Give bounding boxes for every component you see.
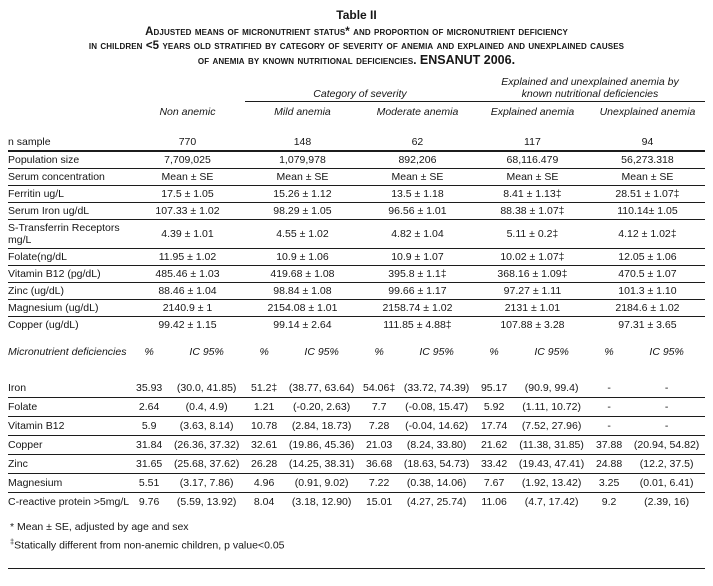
spacer-cell	[8, 102, 130, 122]
ci-header: IC 95%	[419, 346, 454, 358]
row-label: Magnesium (ug/dL)	[8, 300, 130, 317]
value-cell: 110.14± 1.05	[590, 203, 705, 220]
table-row	[8, 300, 705, 317]
value-cell: Mean ± SE	[360, 169, 475, 186]
ci-value: (3.17, 7.86)	[168, 474, 245, 493]
pct-value: 11.06	[481, 496, 507, 508]
table-row	[8, 436, 705, 455]
value-cell: 101.3 ± 1.10	[590, 283, 705, 300]
value-cell: 368.16 ± 1.09‡	[475, 266, 590, 283]
value-cell: 419.68 ± 1.08	[245, 266, 360, 283]
ci-value: (2.84, 18.73)	[283, 417, 360, 436]
ci-value: (0.01, 6.41)	[628, 474, 705, 493]
ci-value: (18.63, 54.73)	[398, 455, 475, 474]
ci-value: (38.77, 63.64)	[283, 379, 360, 398]
column-header-mild-anemia: Mild anemia	[274, 106, 331, 118]
ci-value: (3.63, 8.14)	[168, 417, 245, 436]
table-title-line1: Adjusted means of micronutrient status* and proportion of micronutrient deficiency	[145, 26, 568, 38]
ci-value: (20.94, 54.82)	[628, 436, 705, 455]
value-cell: 99.66 ± 1.17	[360, 283, 475, 300]
ci-value: (-0.04, 14.62)	[398, 417, 475, 436]
row-label: n sample	[8, 134, 130, 151]
value-cell: Mean ± SE	[475, 169, 590, 186]
pct-value: 8.04	[253, 496, 275, 508]
pct-value: 7.67	[475, 474, 513, 493]
value-cell: 485.46 ± 1.03	[130, 266, 245, 283]
pct-value: 26.28	[245, 455, 283, 474]
row-label: Population size	[8, 151, 130, 169]
pct-value: 3.25	[590, 474, 628, 493]
table-row	[8, 398, 705, 417]
dagger-marker: ‡	[10, 536, 15, 546]
value-cell: 4.39 ± 1.01	[130, 220, 245, 249]
value-cell: 98.29 ± 1.05	[245, 203, 360, 220]
row-label: Serum Iron ug/dL	[8, 203, 130, 220]
ci-value: (4.7, 17.42)	[524, 496, 579, 508]
pct-value: 1.21	[245, 398, 283, 417]
value-cell: 97.27 ± 1.11	[475, 283, 590, 300]
table-row	[8, 379, 705, 398]
ci-value: (11.38, 31.85)	[513, 436, 590, 455]
value-cell: 148	[245, 134, 360, 151]
pct-value: 7.22	[360, 474, 398, 493]
table-title-line2: in children <5 years old stratified by category of severity of anemia and explained and unexplained causes	[88, 40, 625, 52]
value-cell: 88.38 ± 1.07‡	[475, 203, 590, 220]
table-row	[8, 474, 705, 493]
spacer-row	[8, 360, 705, 379]
ci-value: (33.72, 74.39)	[398, 379, 475, 398]
explained-group-header-text: Explained and unexplained anemia by known nutritional deficiencies	[501, 76, 679, 100]
group-header-row	[8, 77, 705, 102]
pct-value: 24.88	[590, 455, 628, 474]
pct-value: 21.03	[360, 436, 398, 455]
row-label: Zinc (ug/dL)	[8, 283, 130, 300]
table-row	[8, 317, 705, 334]
pct-value: 35.93	[130, 379, 168, 398]
ci-value: (0.4, 4.9)	[168, 398, 245, 417]
pct-value: 4.96	[245, 474, 283, 493]
ci-header: IC 95%	[534, 346, 569, 358]
column-header-non-anemic: Non anemic	[159, 106, 216, 118]
row-label: C-reactive protein >5mg/L	[8, 496, 130, 508]
ci-value: (2.39, 16)	[644, 496, 690, 508]
value-cell: Mean ± SE	[130, 169, 245, 186]
row-label: Magnesium	[8, 474, 130, 493]
value-cell: 10.02 ± 1.07‡	[475, 249, 590, 266]
value-cell: 770	[130, 134, 245, 151]
value-cell: 2184.6 ± 1.02	[590, 300, 705, 317]
row-label: Copper (ug/dL)	[8, 319, 79, 331]
row-label: Zinc	[8, 455, 130, 474]
table-row	[8, 220, 705, 249]
deficiency-header-row	[8, 344, 705, 360]
value-cell: 12.05 ± 1.06	[590, 249, 705, 266]
value-cell: 68,116.479	[475, 151, 590, 169]
value-cell: Mean ± SE	[245, 169, 360, 186]
value-cell: 7,709,025	[130, 151, 245, 169]
value-cell: 892,206	[360, 151, 475, 169]
value-cell: 17.5 ± 1.05	[130, 186, 245, 203]
value-cell: 117	[475, 134, 590, 151]
pct-value: 95.17	[475, 379, 513, 398]
ci-value: (30.0, 41.85)	[168, 379, 245, 398]
row-label: Folate	[8, 398, 130, 417]
value-cell: 97.31 ± 3.65	[618, 319, 677, 331]
value-cell: 8.41 ± 1.13‡	[475, 186, 590, 203]
value-cell: 15.26 ± 1.12	[245, 186, 360, 203]
value-cell: 10.9 ± 1.06	[245, 249, 360, 266]
ci-value: (5.59, 13.92)	[176, 496, 237, 508]
deficiency-section-label: Micronutrient deficiencies	[8, 346, 127, 358]
pct-value: 2.64	[130, 398, 168, 417]
pct-value: 36.68	[360, 455, 398, 474]
pct-value: 54.06‡	[360, 379, 398, 398]
explained-group-header	[475, 77, 705, 102]
row-label: Iron	[8, 379, 130, 398]
table-row	[8, 186, 705, 203]
pct-value: 5.9	[130, 417, 168, 436]
pct-value: 9.2	[601, 496, 617, 508]
row-label: Vitamin B12 (pg/dL)	[8, 266, 130, 283]
table-title	[8, 25, 705, 68]
ci-value: (0.91, 9.02)	[283, 474, 360, 493]
value-cell: 10.9 ± 1.07	[360, 249, 475, 266]
spacer-row	[8, 121, 705, 134]
value-cell: 62	[360, 134, 475, 151]
spacer-cell	[8, 360, 705, 379]
pct-value: 31.84	[130, 436, 168, 455]
survey-name: ENSANUT 2006.	[419, 53, 516, 67]
row-label: Folate(ng/dL	[8, 249, 130, 266]
value-cell: 2154.08 ± 1.01	[245, 300, 360, 317]
value-cell: 5.11 ± 0.2‡	[475, 220, 590, 249]
value-cell: 470.5 ± 1.07	[590, 266, 705, 283]
ci-value: -	[628, 417, 705, 436]
pct-value: 51.2‡	[245, 379, 283, 398]
footnote-significance-text: Statically different from non-anemic children, p value<0.05	[14, 539, 285, 551]
ci-value: (19.86, 45.36)	[283, 436, 360, 455]
spacer-cell	[8, 77, 130, 102]
ci-value: (-0.08, 15.47)	[398, 398, 475, 417]
row-label: S-Transferrin Receptors mg/L	[8, 220, 130, 249]
spacer-cell	[8, 121, 705, 134]
ci-value: (-0.20, 2.63)	[283, 398, 360, 417]
table-number: Table II	[336, 8, 377, 22]
row-label: Copper	[8, 436, 130, 455]
ci-value: -	[628, 379, 705, 398]
table-row	[8, 266, 705, 283]
ci-value: (8.24, 33.80)	[398, 436, 475, 455]
table-row	[8, 169, 705, 186]
pct-value: 10.78	[245, 417, 283, 436]
value-cell: 4.12 ± 1.02‡	[590, 220, 705, 249]
table-row	[8, 203, 705, 220]
value-cell: 99.14 ± 2.64	[273, 319, 332, 331]
value-cell: 107.33 ± 1.02	[130, 203, 245, 220]
pct-value: 7.28	[360, 417, 398, 436]
ci-value: (12.2, 37.5)	[628, 455, 705, 474]
percent-header: %	[144, 346, 154, 358]
value-cell: 96.56 ± 1.01	[360, 203, 475, 220]
row-label: Vitamin B12	[8, 417, 130, 436]
percent-header: %	[259, 346, 269, 358]
spacer-cell	[130, 77, 245, 102]
value-cell: 4.82 ± 1.04	[360, 220, 475, 249]
table-title-line3: of anemia by known nutritional deficiencies.	[197, 55, 420, 67]
ci-value: (26.36, 37.32)	[168, 436, 245, 455]
value-cell: 13.5 ± 1.18	[360, 186, 475, 203]
ci-value: (0.38, 14.06)	[398, 474, 475, 493]
value-cell: 28.51 ± 1.07‡	[590, 186, 705, 203]
value-cell: 107.88 ± 3.28	[500, 319, 565, 331]
value-cell: 1,079,978	[245, 151, 360, 169]
ci-value: (1.11, 10.72)	[513, 398, 590, 417]
ci-header: IC 95%	[304, 346, 339, 358]
ci-header: IC 95%	[189, 346, 224, 358]
column-header-row	[8, 102, 705, 122]
pct-value: 32.61	[245, 436, 283, 455]
value-cell: 88.46 ± 1.04	[130, 283, 245, 300]
footnotes	[10, 520, 705, 553]
footnote-mean-se: * Mean ± SE, adjusted by age and sex	[10, 521, 189, 533]
table-caption	[8, 8, 705, 68]
value-cell: 2131 ± 1.01	[475, 300, 590, 317]
value-cell: 11.95 ± 1.02	[130, 249, 245, 266]
pct-value: 5.51	[130, 474, 168, 493]
column-header-explained-anemia: Explained anemia	[490, 106, 575, 118]
table-row	[8, 283, 705, 300]
micronutrient-table	[8, 77, 705, 511]
row-label: Serum concentration	[8, 169, 130, 186]
row-label: Ferritin ug/L	[8, 186, 130, 203]
ci-value: (90.9, 99.4)	[513, 379, 590, 398]
spacer-cell	[8, 333, 705, 344]
column-header-moderate-anemia: Moderate anemia	[376, 106, 459, 118]
ci-value: (1.92, 13.42)	[513, 474, 590, 493]
value-cell: 4.55 ± 1.02	[245, 220, 360, 249]
pct-value: 37.88	[590, 436, 628, 455]
spacer-row	[8, 333, 705, 344]
value-cell: 111.85 ± 4.88‡	[383, 319, 452, 331]
pct-value: -	[590, 379, 628, 398]
pct-value: 7.7	[360, 398, 398, 417]
ci-value: (19.43, 47.41)	[513, 455, 590, 474]
value-cell: 99.42 ± 1.15	[158, 319, 217, 331]
table-row	[8, 455, 705, 474]
ci-value: (7.52, 27.96)	[513, 417, 590, 436]
value-cell: 94	[590, 134, 705, 151]
value-cell: Mean ± SE	[590, 169, 705, 186]
severity-group-header: Category of severity	[245, 77, 475, 102]
pct-value: 17.74	[475, 417, 513, 436]
bottom-rule	[8, 568, 705, 570]
pct-value: -	[590, 398, 628, 417]
pct-value: 15.01	[365, 496, 393, 508]
ci-header: IC 95%	[649, 346, 684, 358]
ci-value: (25.68, 37.62)	[168, 455, 245, 474]
pct-value: 33.42	[475, 455, 513, 474]
table-row	[8, 249, 705, 266]
footnote-significance	[10, 535, 705, 553]
ci-value: (3.18, 12.90)	[291, 496, 352, 508]
value-cell: 395.8 ± 1.1‡	[360, 266, 475, 283]
value-cell: 98.84 ± 1.08	[245, 283, 360, 300]
table-row	[8, 134, 705, 151]
pct-value: -	[590, 417, 628, 436]
table-row	[8, 151, 705, 169]
pct-value: 31.65	[130, 455, 168, 474]
pct-value: 9.76	[138, 496, 160, 508]
value-cell: 2140.9 ± 1	[130, 300, 245, 317]
percent-header: %	[489, 346, 499, 358]
value-cell: 56,273.318	[590, 151, 705, 169]
pct-value: 21.62	[475, 436, 513, 455]
value-cell: 2158.74 ± 1.02	[360, 300, 475, 317]
table-row	[8, 417, 705, 436]
ci-value: (14.25, 38.31)	[283, 455, 360, 474]
ci-value: -	[628, 398, 705, 417]
table-row	[8, 493, 705, 512]
percent-header: %	[604, 346, 614, 358]
pct-value: 5.92	[475, 398, 513, 417]
percent-header: %	[374, 346, 384, 358]
ci-value: (4.27, 25.74)	[406, 496, 467, 508]
column-header-unexplained-anemia: Unexplained anemia	[599, 106, 696, 118]
